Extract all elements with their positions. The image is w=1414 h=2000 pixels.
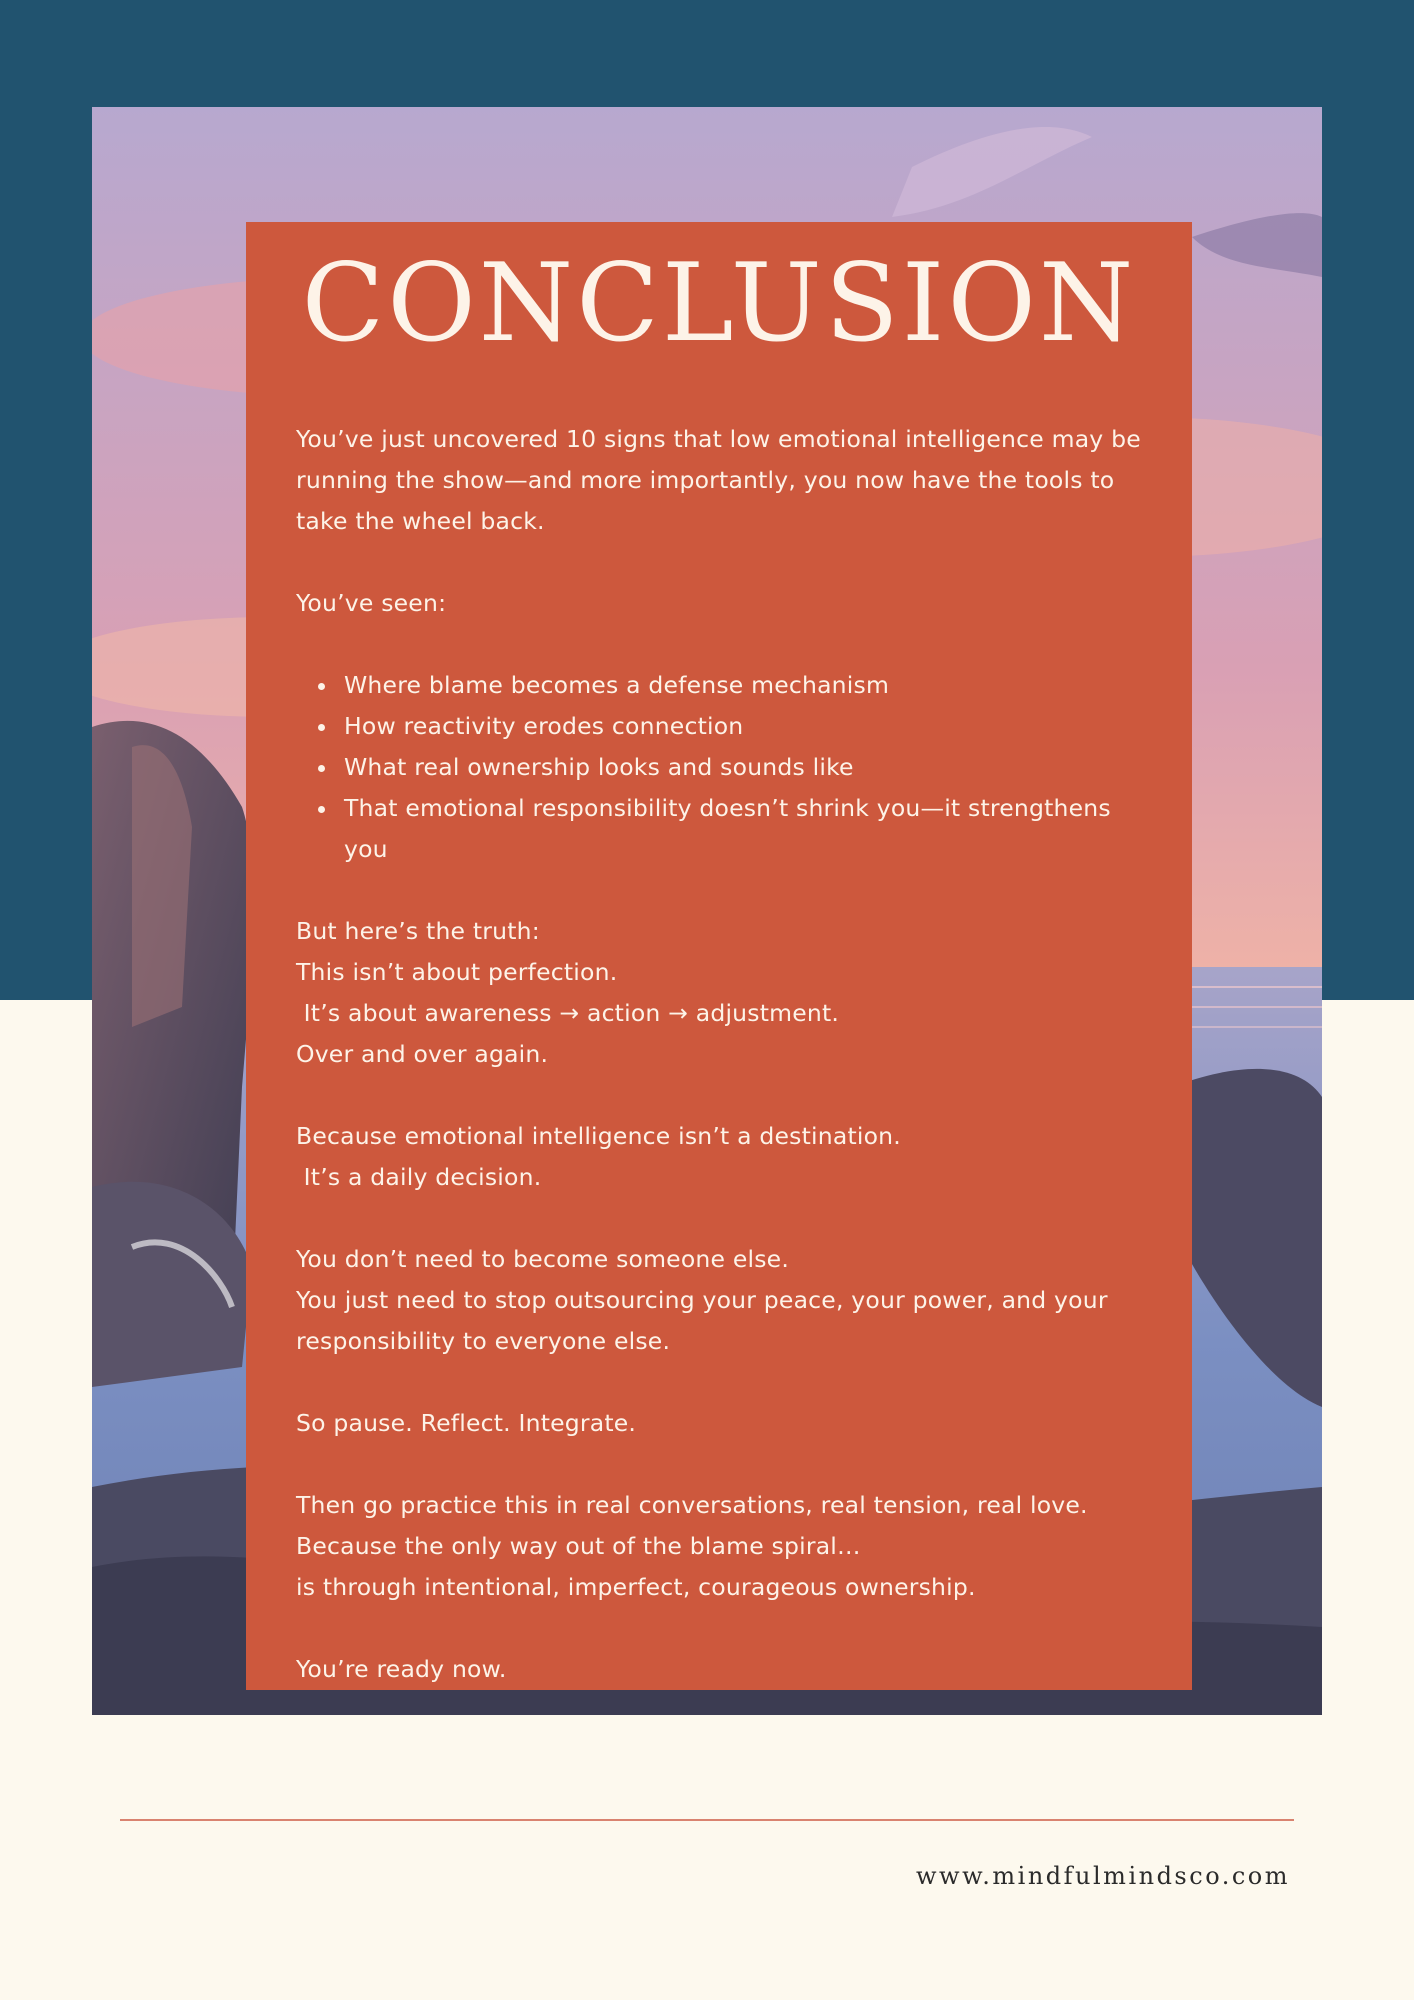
intro-paragraph: You’ve just uncovered 10 signs that low emotional intelligence may be running the show—and more importantly, you now have the tools to take the wheel back.: [296, 424, 1141, 535]
someone-else-line: You don’t need to become someone else.: [296, 1244, 789, 1273]
list-item: What real ownership looks and sounds like: [344, 747, 1142, 788]
insights-list: [296, 665, 1142, 870]
conclusion-panel: [246, 222, 1192, 1690]
someone-else-paragraph: [296, 1239, 1142, 1362]
practice-line: is through intentional, imperfect, courageous ownership.: [296, 1572, 976, 1601]
truth-line: Over and over again.: [296, 1039, 549, 1068]
decision-paragraph: [296, 1116, 1142, 1198]
truth-line: But here’s the truth:: [296, 916, 540, 945]
website-link[interactable]: www.mindfulmindsco.com: [916, 1862, 1290, 1890]
page-title: CONCLUSION: [301, 241, 1137, 366]
practice-line: Because the only way out of the blame spiral…: [296, 1531, 861, 1560]
truth-line: This isn’t about perfection.: [296, 957, 618, 986]
decision-line: Because emotional intelligence isn’t a destination.: [296, 1121, 901, 1150]
practice-line: Then go practice this in real conversations, real tension, real love.: [296, 1490, 1088, 1519]
list-item: Where blame becomes a defense mechanism: [344, 665, 1142, 706]
seen-label: You’ve seen:: [296, 588, 447, 617]
footer-divider: [120, 1819, 1294, 1821]
ready-paragraph: You’re ready now.: [296, 1654, 507, 1683]
outsourcing-line: You just need to stop outsourcing your peace, your power, and your responsibility to everyone else.: [296, 1285, 1108, 1355]
practice-paragraph: [296, 1485, 1142, 1608]
truth-paragraph: [296, 911, 1142, 1075]
list-item: How reactivity erodes connection: [344, 706, 1142, 747]
truth-line: It’s about awareness → action → adjustment.: [296, 998, 840, 1027]
conclusion-body: [296, 419, 1142, 1690]
pause-paragraph: So pause. Reflect. Integrate.: [296, 1408, 637, 1437]
list-item: That emotional responsibility doesn’t shrink you—it strengthens you: [344, 788, 1142, 870]
decision-line: It’s a daily decision.: [296, 1162, 542, 1191]
